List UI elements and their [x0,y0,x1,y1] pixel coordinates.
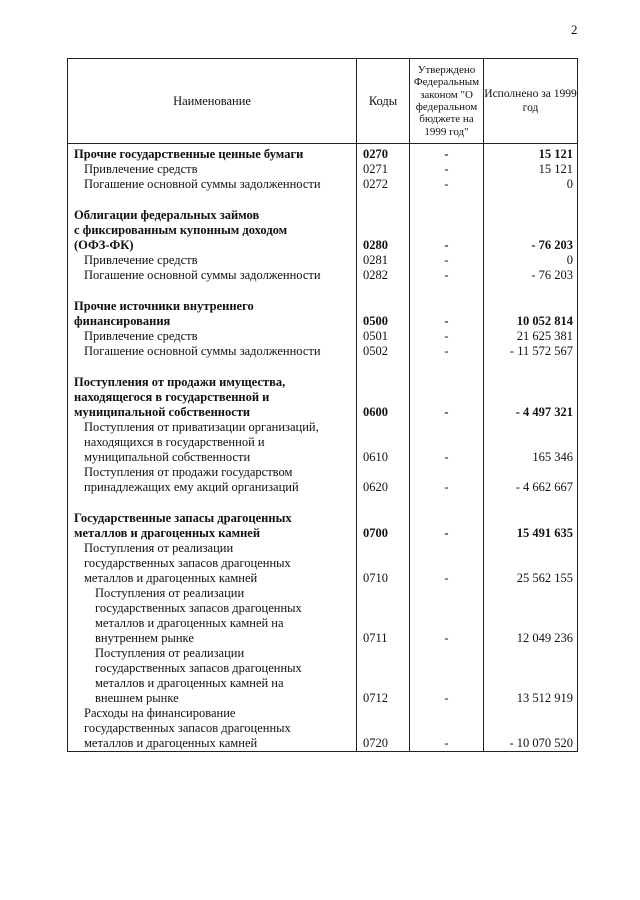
spacer-cell [357,359,410,375]
row-code: 0500 [357,299,410,329]
spacer-cell [357,283,410,299]
row-code: 0710 [357,541,410,586]
row-approved: - [410,162,484,177]
row-code: 0620 [357,465,410,495]
table-row [68,646,578,706]
row-executed: 13 512 919 [484,646,578,706]
spacer-cell [484,359,578,375]
row-executed: 15 121 [484,144,578,163]
row-name: Расходы на финансирование государственных запасов драгоценных металлов и драгоценных камней [68,706,357,752]
row-name: Государственные запасы драгоценных металлов и драгоценных камней [68,511,357,541]
row-executed: - 76 203 [484,208,578,253]
row-executed: 10 052 814 [484,299,578,329]
row-executed: 15 491 635 [484,511,578,541]
row-approved: - [410,253,484,268]
spacer-cell [484,495,578,511]
row-executed: 0 [484,177,578,192]
table-row [68,177,578,192]
row-name: Прочие государственные ценные бумаги [68,144,357,163]
spacer-cell [410,359,484,375]
spacer-cell [484,283,578,299]
table-row [68,299,578,329]
row-code: 0700 [357,511,410,541]
row-approved: - [410,144,484,163]
table-header [68,59,578,144]
table-row [68,706,578,752]
table-row [68,511,578,541]
row-name: Прочие источники внутреннего финансирования [68,299,357,329]
row-executed: 12 049 236 [484,586,578,646]
row-code: 0600 [357,375,410,420]
budget-table [67,58,578,752]
row-executed: - 11 572 567 [484,344,578,359]
row-approved: - [410,208,484,253]
row-name: Погашение основной суммы задолженности [68,177,357,192]
row-code: 0281 [357,253,410,268]
table-row [68,162,578,177]
row-name: Привлечение средств [68,162,357,177]
row-approved: - [410,177,484,192]
spacer-cell [68,359,357,375]
table-row [68,420,578,465]
table-row [68,253,578,268]
spacer-row [68,495,578,511]
row-name: Облигации федеральных займов с фиксированным купонным доходом (ОФЗ-ФК) [68,208,357,253]
row-code: 0610 [357,420,410,465]
row-approved: - [410,375,484,420]
row-executed: 165 346 [484,420,578,465]
row-approved: - [410,465,484,495]
spacer-cell [484,192,578,208]
row-approved: - [410,541,484,586]
row-code: 0270 [357,144,410,163]
row-name: Поступления от реализации государственных запасов драгоценных металлов и драгоценных камней [68,541,357,586]
row-executed: - 4 497 321 [484,375,578,420]
row-name: Поступления от реализации государственных запасов драгоценных металлов и драгоценных камней на внешнем рынке [68,646,357,706]
spacer-row [68,192,578,208]
row-name: Привлечение средств [68,329,357,344]
row-code: 0712 [357,646,410,706]
row-name: Привлечение средств [68,253,357,268]
spacer-row [68,283,578,299]
page-number: 2 [571,22,578,37]
row-name: Поступления от реализации государственных запасов драгоценных металлов и драгоценных камней на внутреннем рынке [68,586,357,646]
table-row [68,329,578,344]
table-body [68,144,578,752]
spacer-cell [357,495,410,511]
table-row [68,208,578,253]
header-codes: Коды [357,59,410,144]
row-approved: - [410,420,484,465]
row-code: 0272 [357,177,410,192]
row-code: 0271 [357,162,410,177]
table-row [68,586,578,646]
row-approved: - [410,646,484,706]
row-name: Поступления от продажи государством принадлежащих ему акций организаций [68,465,357,495]
row-code: 0711 [357,586,410,646]
table-row [68,465,578,495]
spacer-cell [68,495,357,511]
header-name: Наименование [68,59,357,144]
row-name: Поступления от приватизации организаций, находящихся в государственной и муниципальной собственности [68,420,357,465]
row-approved: - [410,586,484,646]
row-executed: 25 562 155 [484,541,578,586]
spacer-cell [68,192,357,208]
row-code: 0720 [357,706,410,752]
row-executed: - 4 662 667 [484,465,578,495]
spacer-row [68,359,578,375]
row-code: 0280 [357,208,410,253]
table-row [68,268,578,283]
row-approved: - [410,706,484,752]
spacer-cell [357,192,410,208]
row-code: 0502 [357,344,410,359]
row-approved: - [410,329,484,344]
table-row [68,541,578,586]
spacer-cell [68,283,357,299]
row-approved: - [410,511,484,541]
row-executed: 0 [484,253,578,268]
row-executed: - 76 203 [484,268,578,283]
row-code: 0282 [357,268,410,283]
header-executed: Исполнено за 1999 год [484,59,578,144]
row-approved: - [410,268,484,283]
table-row [68,375,578,420]
header-approved: Утверждено Федеральным законом "О федеральном бюджете на 1999 год" [410,59,484,144]
row-executed: 21 625 381 [484,329,578,344]
table-row [68,144,578,163]
row-name: Погашение основной суммы задолженности [68,344,357,359]
row-name: Поступления от продажи имущества, находящегося в государственной и муниципальной собственности [68,375,357,420]
row-executed: 15 121 [484,162,578,177]
row-approved: - [410,299,484,329]
spacer-cell [410,283,484,299]
row-executed: - 10 070 520 [484,706,578,752]
spacer-cell [410,495,484,511]
spacer-cell [410,192,484,208]
row-name: Погашение основной суммы задолженности [68,268,357,283]
row-code: 0501 [357,329,410,344]
row-approved: - [410,344,484,359]
table-row [68,344,578,359]
